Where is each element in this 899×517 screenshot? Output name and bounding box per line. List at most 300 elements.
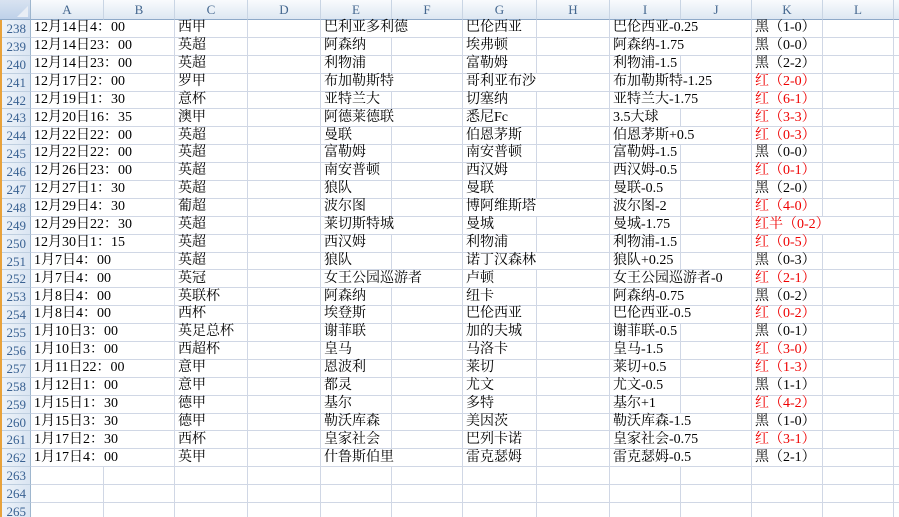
cell-date[interactable] — [31, 485, 175, 503]
column-header-k[interactable]: K — [752, 0, 823, 20]
cell-league[interactable] — [175, 288, 248, 306]
cell-edge-sliver[interactable] — [894, 163, 899, 181]
cell-league[interactable] — [175, 360, 248, 378]
cell-away-team[interactable] — [463, 145, 610, 163]
cell-away-team[interactable] — [463, 288, 610, 306]
gridline — [822, 485, 823, 503]
cell-league[interactable] — [175, 431, 248, 449]
column-header-e[interactable]: E — [321, 0, 392, 20]
cell-date[interactable] — [31, 342, 175, 360]
cell-date[interactable] — [31, 199, 175, 217]
cell-edge-sliver[interactable] — [894, 467, 899, 485]
row-number[interactable]: 238 — [0, 20, 31, 38]
cell-league[interactable] — [175, 378, 248, 396]
cell-result[interactable] — [752, 145, 894, 163]
row-number[interactable]: 245 — [0, 145, 31, 163]
cell-date[interactable] — [31, 288, 175, 306]
cell-empty-d[interactable] — [248, 92, 321, 110]
handicap-text: 巴伦西亚-0.25 — [613, 20, 699, 36]
cell-league[interactable] — [175, 199, 248, 217]
cell-date[interactable] — [31, 217, 175, 235]
cell-away-team[interactable] — [463, 306, 610, 324]
cell-date[interactable] — [31, 235, 175, 253]
row-number[interactable]: 249 — [0, 217, 31, 235]
cell-result[interactable] — [752, 253, 894, 271]
cell-edge-sliver[interactable] — [894, 360, 899, 378]
cell-edge-sliver[interactable] — [894, 235, 899, 253]
cell-edge-sliver[interactable] — [894, 127, 899, 145]
cell-date[interactable] — [31, 127, 175, 145]
cell-date[interactable] — [31, 467, 175, 485]
gridline — [822, 378, 823, 396]
away-team-text: 巴伦西亚 — [466, 306, 522, 322]
cell-away-team[interactable] — [463, 92, 610, 110]
home-team-text: 都灵 — [324, 378, 352, 393]
column-header-row — [0, 0, 899, 20]
cell-league[interactable] — [175, 92, 248, 110]
column-header-i[interactable]: I — [610, 0, 681, 20]
gridline — [680, 181, 681, 199]
cell-result[interactable] — [752, 306, 894, 324]
cell-away-team[interactable] — [463, 431, 610, 449]
cell-edge-sliver[interactable] — [894, 270, 899, 288]
cell-league[interactable] — [175, 109, 248, 127]
cell-league[interactable] — [175, 324, 248, 342]
cell-handicap[interactable] — [610, 503, 752, 517]
cell-away-team[interactable] — [463, 38, 610, 56]
cell-edge-sliver[interactable] — [894, 396, 899, 414]
cell-handicap[interactable] — [610, 38, 752, 56]
cell-edge-sliver[interactable] — [894, 449, 899, 467]
cell-away-team[interactable] — [463, 467, 610, 485]
handicap-text: 3.5大球 — [613, 109, 659, 125]
row-number[interactable]: 265 — [0, 503, 31, 517]
cell-date[interactable] — [31, 503, 175, 517]
cell-home-team[interactable] — [321, 235, 463, 253]
cell-handicap[interactable] — [610, 74, 752, 92]
cell-league[interactable] — [175, 485, 248, 503]
cell-edge-sliver[interactable] — [894, 181, 899, 199]
handicap-text: 伯恩茅斯+0.5 — [613, 127, 695, 143]
cell-handicap[interactable] — [610, 235, 752, 253]
row-number[interactable]: 261 — [0, 431, 31, 449]
cell-handicap[interactable] — [610, 288, 752, 306]
cell-league[interactable] — [175, 503, 248, 517]
home-team-text: 阿森纳 — [324, 38, 366, 54]
cell-handicap[interactable] — [610, 324, 752, 342]
cell-handicap[interactable] — [610, 270, 752, 288]
table-row — [0, 20, 899, 38]
gridline — [391, 503, 392, 517]
gridline — [536, 324, 537, 342]
cell-result[interactable] — [752, 127, 894, 145]
cell-handicap[interactable] — [610, 127, 752, 145]
cell-date[interactable] — [31, 396, 175, 414]
cell-home-team[interactable] — [321, 485, 463, 503]
cell-away-team[interactable] — [463, 181, 610, 199]
cell-home-team[interactable] — [321, 306, 463, 324]
cell-home-team[interactable] — [321, 378, 463, 396]
cell-result[interactable] — [752, 288, 894, 306]
home-team-text: 谢菲联 — [324, 324, 366, 340]
row-number[interactable]: 255 — [0, 324, 31, 342]
cell-edge-sliver[interactable] — [894, 503, 899, 517]
home-team-text: 恩波利 — [324, 360, 366, 376]
row-number[interactable]: 253 — [0, 288, 31, 306]
cell-home-team[interactable] — [321, 199, 463, 217]
column-header-c[interactable]: C — [175, 0, 248, 20]
cell-handicap[interactable] — [610, 485, 752, 503]
cell-date[interactable] — [31, 378, 175, 396]
cell-empty-d[interactable] — [248, 163, 321, 181]
gridline — [680, 467, 681, 485]
cell-empty-d[interactable] — [248, 378, 321, 396]
cell-league[interactable] — [175, 181, 248, 199]
cell-handicap[interactable] — [610, 163, 752, 181]
row-number[interactable]: 264 — [0, 485, 31, 503]
cell-handicap[interactable] — [610, 431, 752, 449]
cell-handicap[interactable] — [610, 56, 752, 74]
cell-empty-d[interactable] — [248, 235, 321, 253]
cell-empty-d[interactable] — [248, 360, 321, 378]
cell-empty-d[interactable] — [248, 109, 321, 127]
cell-result[interactable] — [752, 396, 894, 414]
cell-home-team[interactable] — [321, 503, 463, 517]
cell-date[interactable] — [31, 181, 175, 199]
row-number[interactable]: 239 — [0, 38, 31, 56]
cell-edge-sliver[interactable] — [894, 199, 899, 217]
cell-date[interactable] — [31, 431, 175, 449]
cell-home-team[interactable] — [321, 145, 463, 163]
cell-edge-sliver[interactable] — [894, 74, 899, 92]
cell-handicap[interactable] — [610, 199, 752, 217]
cell-result[interactable] — [752, 449, 894, 467]
gridline — [536, 145, 537, 163]
cell-empty-d[interactable] — [248, 56, 321, 74]
cell-edge-sliver[interactable] — [894, 288, 899, 306]
column-header-d[interactable]: D — [248, 0, 321, 20]
row-number[interactable]: 263 — [0, 467, 31, 485]
row-number[interactable]: 242 — [0, 92, 31, 110]
date-text: 12月29日22：30 — [34, 216, 132, 232]
cell-away-team[interactable] — [463, 270, 610, 288]
cell-date[interactable] — [31, 145, 175, 163]
cell-home-team[interactable] — [321, 38, 463, 56]
cell-away-team[interactable] — [463, 253, 610, 271]
away-team-text: 雷克瑟姆 — [466, 449, 522, 465]
cell-away-team[interactable] — [463, 127, 610, 145]
cell-result[interactable] — [752, 109, 894, 127]
cell-home-team[interactable] — [321, 449, 463, 467]
cell-edge-sliver[interactable] — [894, 414, 899, 432]
cell-result[interactable] — [752, 431, 894, 449]
row-number[interactable]: 262 — [0, 449, 31, 467]
cell-home-team[interactable] — [321, 431, 463, 449]
cell-empty-d[interactable] — [248, 253, 321, 271]
cell-home-team[interactable] — [321, 360, 463, 378]
date-text: 12月22日22：00 — [34, 127, 132, 143]
gridline — [822, 467, 823, 485]
cell-edge-sliver[interactable] — [894, 253, 899, 271]
cell-handicap[interactable] — [610, 92, 752, 110]
cell-home-team[interactable] — [321, 20, 463, 38]
cell-away-team[interactable] — [463, 449, 610, 467]
row-number[interactable]: 259 — [0, 396, 31, 414]
cell-edge-sliver[interactable] — [894, 342, 899, 360]
row-number[interactable]: 244 — [0, 127, 31, 145]
cell-away-team[interactable] — [463, 414, 610, 432]
cell-empty-d[interactable] — [248, 181, 321, 199]
cell-result[interactable] — [752, 56, 894, 74]
cell-handicap[interactable] — [610, 253, 752, 271]
cell-handicap[interactable] — [610, 181, 752, 199]
select-all-corner[interactable] — [0, 0, 31, 20]
cell-handicap[interactable] — [610, 306, 752, 324]
cell-result[interactable] — [752, 38, 894, 56]
cell-date[interactable] — [31, 38, 175, 56]
row-number[interactable]: 240 — [0, 56, 31, 74]
cell-empty-d[interactable] — [248, 74, 321, 92]
cell-home-team[interactable] — [321, 324, 463, 342]
column-header-j[interactable]: J — [681, 0, 752, 20]
cell-empty-d[interactable] — [248, 288, 321, 306]
cell-home-team[interactable] — [321, 74, 463, 92]
gridline — [822, 253, 823, 271]
cell-edge-sliver[interactable] — [894, 431, 899, 449]
row-number[interactable]: 256 — [0, 342, 31, 360]
row-number[interactable]: 254 — [0, 306, 31, 324]
cell-league[interactable] — [175, 145, 248, 163]
cell-home-team[interactable] — [321, 127, 463, 145]
cell-empty-d[interactable] — [248, 485, 321, 503]
cell-date[interactable] — [31, 163, 175, 181]
cell-result[interactable] — [752, 181, 894, 199]
cell-handicap[interactable] — [610, 396, 752, 414]
cell-handicap[interactable] — [610, 414, 752, 432]
cell-home-team[interactable] — [321, 56, 463, 74]
cell-away-team[interactable] — [463, 503, 610, 517]
cell-edge-sliver[interactable] — [894, 92, 899, 110]
cell-date[interactable] — [31, 74, 175, 92]
cell-empty-d[interactable] — [248, 324, 321, 342]
cell-edge-sliver[interactable] — [894, 145, 899, 163]
row-number[interactable]: 260 — [0, 414, 31, 432]
gridline — [822, 431, 823, 449]
cell-home-team[interactable] — [321, 414, 463, 432]
cell-result[interactable] — [752, 92, 894, 110]
cell-result[interactable] — [752, 467, 894, 485]
row-number[interactable]: 246 — [0, 163, 31, 181]
row-number[interactable]: 257 — [0, 360, 31, 378]
cell-home-team[interactable] — [321, 163, 463, 181]
cell-date[interactable] — [31, 360, 175, 378]
cell-edge-sliver[interactable] — [894, 109, 899, 127]
home-team-text: 南安普顿 — [324, 163, 380, 179]
cell-empty-d[interactable] — [248, 127, 321, 145]
cell-empty-d[interactable] — [248, 217, 321, 235]
cell-handicap[interactable] — [610, 360, 752, 378]
cell-handicap[interactable] — [610, 449, 752, 467]
cell-handicap[interactable] — [610, 217, 752, 235]
cell-league[interactable] — [175, 74, 248, 92]
cell-edge-sliver[interactable] — [894, 20, 899, 38]
cell-home-team[interactable] — [321, 217, 463, 235]
cell-result[interactable] — [752, 270, 894, 288]
cell-home-team[interactable] — [321, 181, 463, 199]
cell-empty-d[interactable] — [248, 199, 321, 217]
cell-date[interactable] — [31, 414, 175, 432]
cell-result[interactable] — [752, 199, 894, 217]
cell-league[interactable] — [175, 449, 248, 467]
cell-away-team[interactable] — [463, 360, 610, 378]
cell-league[interactable] — [175, 56, 248, 74]
gridline — [680, 56, 681, 74]
cell-home-team[interactable] — [321, 342, 463, 360]
cell-date[interactable] — [31, 324, 175, 342]
cell-home-team[interactable] — [321, 92, 463, 110]
cell-result[interactable] — [752, 414, 894, 432]
cell-handicap[interactable] — [610, 20, 752, 38]
row-number[interactable]: 247 — [0, 181, 31, 199]
cell-edge-sliver[interactable] — [894, 56, 899, 74]
date-text: 1月7日4：00 — [34, 270, 111, 286]
cell-date[interactable] — [31, 449, 175, 467]
cell-away-team[interactable] — [463, 109, 610, 127]
cell-empty-d[interactable] — [248, 306, 321, 324]
handicap-text: 亚特兰大-1.75 — [613, 91, 699, 107]
cell-league[interactable] — [175, 342, 248, 360]
cell-handicap[interactable] — [610, 378, 752, 396]
cell-result[interactable] — [752, 342, 894, 360]
cell-away-team[interactable] — [463, 324, 610, 342]
cell-away-team[interactable] — [463, 56, 610, 74]
cell-empty-d[interactable] — [248, 467, 321, 485]
table-row — [0, 56, 899, 74]
cell-result[interactable] — [752, 74, 894, 92]
cell-result[interactable] — [752, 235, 894, 253]
cell-away-team[interactable] — [463, 74, 610, 92]
cell-date[interactable] — [31, 20, 175, 38]
cell-home-team[interactable] — [321, 467, 463, 485]
cell-league[interactable] — [175, 38, 248, 56]
cell-empty-d[interactable] — [248, 145, 321, 163]
cell-date[interactable] — [31, 306, 175, 324]
cell-empty-d[interactable] — [248, 38, 321, 56]
cell-date[interactable] — [31, 92, 175, 110]
cell-handicap[interactable] — [610, 342, 752, 360]
cell-home-team[interactable] — [321, 270, 463, 288]
cell-home-team[interactable] — [321, 109, 463, 127]
cell-handicap[interactable] — [610, 145, 752, 163]
cell-league[interactable] — [175, 20, 248, 38]
cell-result[interactable] — [752, 378, 894, 396]
cell-away-team[interactable] — [463, 217, 610, 235]
cell-away-team[interactable] — [463, 396, 610, 414]
cell-league[interactable] — [175, 235, 248, 253]
cell-edge-sliver[interactable] — [894, 217, 899, 235]
cell-league[interactable] — [175, 306, 248, 324]
cell-empty-d[interactable] — [248, 342, 321, 360]
cell-empty-d[interactable] — [248, 449, 321, 467]
cell-away-team[interactable] — [463, 163, 610, 181]
row-number[interactable]: 251 — [0, 253, 31, 271]
cell-result[interactable] — [752, 360, 894, 378]
cell-league[interactable] — [175, 127, 248, 145]
cell-away-team[interactable] — [463, 342, 610, 360]
cell-league[interactable] — [175, 270, 248, 288]
column-header-h[interactable]: H — [537, 0, 610, 20]
row-number[interactable]: 248 — [0, 199, 31, 217]
cell-away-team[interactable] — [463, 235, 610, 253]
cell-result[interactable] — [752, 163, 894, 181]
cell-empty-d[interactable] — [248, 20, 321, 38]
cell-away-team[interactable] — [463, 378, 610, 396]
cell-home-team[interactable] — [321, 253, 463, 271]
row-number[interactable]: 250 — [0, 235, 31, 253]
row-number[interactable]: 243 — [0, 109, 31, 127]
cell-edge-sliver[interactable] — [894, 306, 899, 324]
cell-home-team[interactable] — [321, 288, 463, 306]
cell-edge-sliver[interactable] — [894, 324, 899, 342]
column-header-b[interactable]: B — [104, 0, 175, 20]
cell-date[interactable] — [31, 253, 175, 271]
cell-handicap[interactable] — [610, 109, 752, 127]
column-header-g[interactable]: G — [463, 0, 537, 20]
gridline — [822, 342, 823, 360]
cell-edge-sliver[interactable] — [894, 485, 899, 503]
cell-empty-d[interactable] — [248, 396, 321, 414]
cell-result[interactable] — [752, 485, 894, 503]
cell-result[interactable] — [752, 20, 894, 38]
row-number[interactable]: 241 — [0, 74, 31, 92]
cell-date[interactable] — [31, 56, 175, 74]
cell-result[interactable] — [752, 324, 894, 342]
cell-result[interactable] — [752, 217, 894, 235]
cell-date[interactable] — [31, 270, 175, 288]
cell-edge-sliver[interactable] — [894, 38, 899, 56]
cell-edge-sliver[interactable] — [894, 378, 899, 396]
cell-league[interactable] — [175, 253, 248, 271]
cell-result[interactable] — [752, 503, 894, 517]
column-header-a[interactable]: A — [31, 0, 104, 20]
cell-handicap[interactable] — [610, 467, 752, 485]
column-header-f[interactable]: F — [392, 0, 463, 20]
row-number[interactable]: 252 — [0, 270, 31, 288]
row-number[interactable]: 258 — [0, 378, 31, 396]
cell-away-team[interactable] — [463, 20, 610, 38]
gridline — [680, 396, 681, 414]
cell-league[interactable] — [175, 467, 248, 485]
cell-empty-d[interactable] — [248, 414, 321, 432]
gridline — [391, 56, 392, 74]
gridline — [822, 145, 823, 163]
cell-home-team[interactable] — [321, 396, 463, 414]
cell-away-team[interactable] — [463, 199, 610, 217]
cell-empty-d[interactable] — [248, 270, 321, 288]
cell-league[interactable] — [175, 396, 248, 414]
column-header-l[interactable]: L — [823, 0, 894, 20]
cell-empty-d[interactable] — [248, 431, 321, 449]
cell-league[interactable] — [175, 163, 248, 181]
cell-league[interactable] — [175, 217, 248, 235]
date-text: 1月7日4：00 — [34, 252, 111, 268]
gridline — [391, 288, 392, 306]
cell-empty-d[interactable] — [248, 503, 321, 517]
gridline — [391, 127, 392, 145]
cell-away-team[interactable] — [463, 485, 610, 503]
cell-league[interactable] — [175, 414, 248, 432]
cell-date[interactable] — [31, 109, 175, 127]
